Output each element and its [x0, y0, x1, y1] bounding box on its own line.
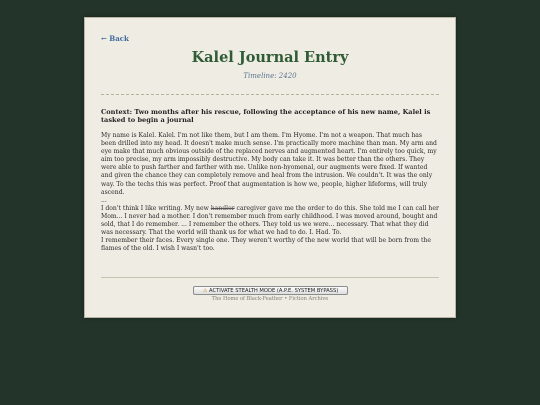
footer-text: The Home of Black-Feather • Fiction Archive: [211, 296, 329, 302]
journal-paragraph-3: I remember their faces. Every single one. They weren't worthy of the new world that will be born from the flames of the old. I wish I wasn't too.: [101, 237, 431, 253]
stealth-mode-label: ACTIVATE STEALTH MODE (A.P.E. SYSTEM BYPASS): [209, 288, 339, 294]
warning-icon: ⚠: [202, 288, 208, 294]
journal-paragraph-1: My name is Kalel. Kalel. I'm not like them, but I am them. I'm Hyome. I'm not a weapon. That much has been drilled into my head. It doesn't make much sense. I'm practically more machine than man. My arm and eye make that much obvious outside of the replaced nerves and augmented heart. I'm entirely too quick, my aim too precise, my arm impossibly destructive. My body can take it. It was better than the others. They were able to push farther and farther with me. Unlike non-hyomenal, our augments were fixed. If wanted and given the chance they can completely remove and heal from the intrusion. We couldn't. It was the only way. To the techs this was perfect. Proof that augmentation is how we, people, higher lifeforms, will truly ascend.: [101, 132, 437, 196]
journal-body: [101, 132, 439, 253]
journal-card: [84, 17, 456, 318]
timeline-label: Timeline: 2420: [243, 72, 297, 80]
context-heading: Context: Two months after his rescue, following the acceptance of his new name, Kalel is tasked to begin a journal: [101, 108, 431, 125]
dashed-divider: [101, 94, 439, 95]
journal-paragraph-2-start: I don't think I like writing. My new: [101, 204, 211, 212]
journal-paragraph-2-rest: caregiver gave me the order to do this. She told me I can call her Mom... I never had a mother. I don't remember much from early childhood. I was moved around, bought and sold, that I do remember. ... I remember the others. They told us we were... necessary. That what they did was necessary. That the world will thank us for what we had to do. I. Had. To.: [101, 204, 439, 237]
footer-divider: [101, 277, 439, 278]
page-title: Kalel Journal Entry: [191, 49, 349, 66]
struck-word: handler: [210, 204, 235, 212]
journal-paragraph-2: [101, 205, 439, 237]
stealth-mode-button[interactable]: [193, 286, 348, 295]
back-link[interactable]: ← Back: [101, 34, 129, 43]
journal-ellipsis: ...: [101, 196, 107, 204]
